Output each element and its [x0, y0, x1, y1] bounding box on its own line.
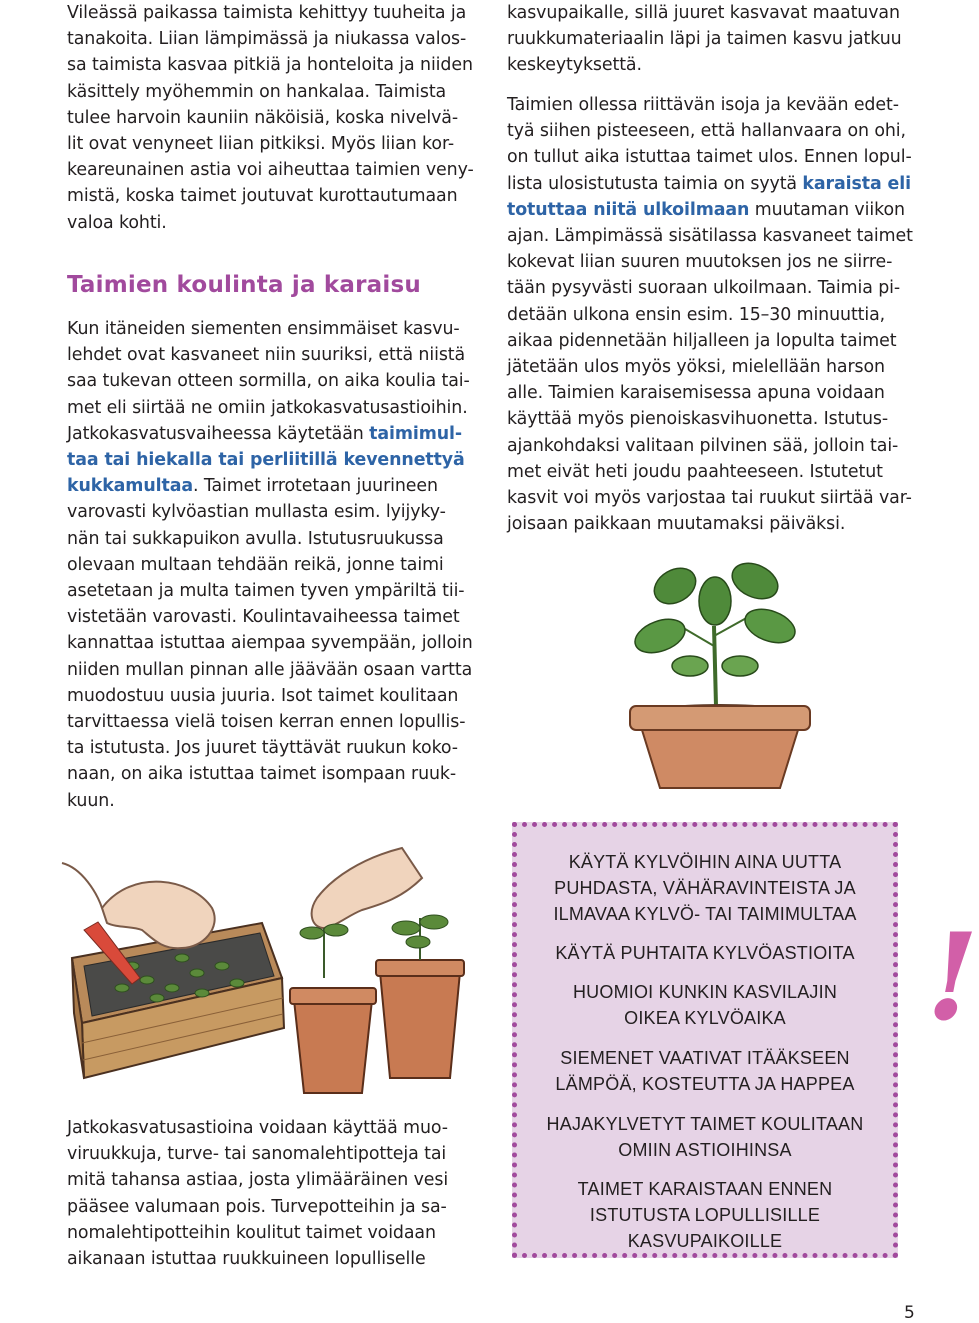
- highlighted-text: kukkamultaa: [67, 476, 193, 497]
- text-segment: ajan. Lämpimässä sisätilassa kasvaneet taimet: [507, 226, 913, 247]
- line: [507, 144, 919, 170]
- line: [67, 499, 479, 525]
- line: [507, 511, 919, 537]
- tip-line: KASVUPAIKOILLE: [627, 1231, 783, 1251]
- text-segment: kannattaa istuttaa aiempaa syvempään, jolloin: [67, 633, 473, 654]
- text-segment: nän tai sukkapuikon avulla. Istutusruukussa: [67, 528, 444, 549]
- tip-item: [517, 979, 893, 1031]
- line: keskeytyksettä.: [507, 55, 642, 76]
- line: [507, 223, 919, 249]
- tip-line: PUHDASTA, VÄHÄRAVINTEISTA JA: [554, 878, 856, 898]
- text-segment: alle. Taimien karaisemisessa apuna voidaan: [507, 383, 885, 404]
- text-segment: naan, on aika istuttaa taimet isompaan ruuk-: [67, 764, 457, 785]
- line: [507, 302, 919, 328]
- leaf: [672, 656, 708, 676]
- highlighted-text: taa tai hiekalla tai perliitillä kevennettyä: [67, 450, 465, 471]
- line: [507, 328, 919, 354]
- leaf: [726, 556, 783, 605]
- line: tulee harvoin kauniin näköisiä, koska nivelvä-: [67, 107, 459, 128]
- line: [67, 526, 479, 552]
- text-segment: kasvit voi myös varjostaa tai ruukut siirtää var-: [507, 488, 912, 509]
- text-segment: jätetään ulos myös yöksi, mielellään harson: [507, 357, 885, 378]
- text-segment: on tullut aika istuttaa taimet ulos. Ennen lopul-: [507, 147, 912, 168]
- line: [67, 368, 479, 394]
- text-segment: lehdet ovat kasvaneet niin suuriksi, että niistä: [67, 345, 466, 366]
- left-intro-text: [67, 0, 479, 236]
- leaf: [740, 603, 799, 649]
- line: [507, 171, 919, 197]
- exclamation-mark: !: [926, 907, 979, 1048]
- line: [67, 788, 479, 814]
- tip-line: OMIIN ASTIOIHINSA: [618, 1140, 792, 1160]
- tip-line: KÄYTÄ KYLVÖIHIN AINA UUTTA: [568, 852, 842, 872]
- line: mistä, koska taimet joutuvat kurottautumaan: [67, 186, 458, 207]
- line: mitä tahansa astiaa, josta ylimääräinen vesi: [67, 1170, 449, 1191]
- highlighted-text: totuttaa niitä ulkoilmaan: [507, 199, 750, 220]
- right-para2: [507, 92, 919, 537]
- highlighted-text: taimimul-: [369, 423, 463, 444]
- tip-item: [517, 1045, 893, 1097]
- text-segment: aikaa pidennetään hiljalleen ja lopulta taimet: [507, 330, 897, 351]
- text-segment: ajankohdaksi valitaan pilvinen sää, jolloin tai-: [507, 435, 899, 456]
- text-segment: joisaan paikkaan muutamaksi päiväksi.: [507, 514, 846, 535]
- right-para1: [507, 0, 919, 79]
- tip-line: KÄYTÄ PUHTAITA KYLVÖASTIOITA: [555, 943, 855, 963]
- line: [507, 275, 919, 301]
- line: [67, 316, 479, 342]
- line: viruukkuja, turve- tai sanomalehtipotteja tai: [67, 1144, 447, 1165]
- text-segment: käyttää myös pienoiskasvihuonetta. Istutus-: [507, 409, 889, 430]
- text-segment: tarvittaessa vielä toisen kerran ennen lopullis-: [67, 712, 466, 733]
- small-pots: [290, 915, 464, 1093]
- line: [507, 354, 919, 380]
- right-hand: [312, 848, 422, 928]
- pot-body: [642, 730, 798, 788]
- tip-line: OIKEA KYLVÖAIKA: [624, 1008, 786, 1028]
- line: [507, 459, 919, 485]
- line: [67, 657, 479, 683]
- tip-item: [517, 849, 893, 927]
- text-segment: met eli siirtää ne omiin jatkokasvatusastioihin.: [67, 397, 468, 418]
- text-segment: . Taimet irrotetaan juurineen: [192, 476, 438, 497]
- tip-line: ILMAVAA KYLVÖ- TAI TAIMIMULTAA: [553, 904, 857, 924]
- line: [67, 761, 479, 787]
- line: [67, 342, 479, 368]
- line: [67, 630, 479, 656]
- tip-line: TAIMET KARAISTAAN ENNEN: [577, 1179, 833, 1199]
- text-segment: vistetään varovasti. Koulintavaiheessa taimet: [67, 607, 460, 628]
- tip-line: HUOMIOI KUNKIN KASVILAJIN: [572, 982, 838, 1002]
- highlighted-text: karaista eli: [802, 173, 911, 194]
- line: [507, 249, 919, 275]
- text-segment: lista ulosistutusta taimia on syytä: [507, 173, 803, 194]
- text-segment: tään pysyvästi suoraan ulkoilmaan. Taimia pi-: [507, 278, 901, 299]
- tip-line: SIEMENET VAATIVAT ITÄÄKSEEN: [560, 1048, 850, 1068]
- potted-seedling-illustration: [620, 556, 820, 796]
- line: Jatkokasvatusastioina voidaan käyttää muo-: [67, 1118, 448, 1138]
- line: [67, 473, 479, 499]
- text-segment: asetetaan ja multa taimen tyven ympäriltä tii-: [67, 581, 465, 602]
- page-number: 5: [904, 1303, 915, 1323]
- text-segment: muodostuu uusia juuria. Isot taimet koulitaan: [67, 685, 459, 706]
- line: [67, 395, 479, 421]
- line: [67, 447, 479, 473]
- text-segment: varovasti kylvöastian mullasta esim. lyijyky-: [67, 502, 446, 523]
- leaf: [648, 561, 702, 611]
- line: [67, 709, 479, 735]
- line: [507, 197, 919, 223]
- tips-box: [512, 822, 898, 1258]
- text-segment: kokevat liian suuren muutoksen jos ne siirre-: [507, 252, 893, 273]
- text-segment: ta istutusta. Jos juuret täyttävät ruukun koko-: [67, 738, 458, 759]
- leaf: [630, 613, 689, 659]
- line: [67, 735, 479, 761]
- section-heading: Taimien koulinta ja karaisu: [67, 272, 421, 298]
- line: nomalehtipotteihin koulitut taimet voidaan: [67, 1222, 436, 1243]
- tip-item: [517, 1176, 893, 1254]
- line: [507, 380, 919, 406]
- line: lit ovat venyneet liian pitkiksi. Myös liian kor-: [67, 134, 455, 155]
- pot-rim: [630, 706, 810, 730]
- tip-item: [517, 940, 893, 966]
- line: [67, 683, 479, 709]
- text-segment: met eivät heti joudu paahteeseen. Istutetut: [507, 461, 883, 482]
- line: [67, 578, 479, 604]
- text-segment: Jatkokasvatusvaiheessa käytetään: [67, 423, 370, 444]
- text-segment: kuun.: [67, 790, 115, 811]
- tip-item: [517, 1111, 893, 1163]
- tip-line: HAJAKYLVETYT TAIMET KOULITAAN: [546, 1114, 864, 1134]
- text-segment: tyä siihen pisteeseen, että hallanvaara on ohi,: [507, 121, 906, 142]
- left-hand: [102, 882, 215, 949]
- leaf: [699, 577, 731, 625]
- left-caption-text: [67, 1115, 479, 1272]
- text-segment: niiden mullan pinnan alle jäävään osaan vartta: [67, 659, 473, 680]
- line: [67, 421, 479, 447]
- left-body-text: [67, 316, 479, 814]
- line: [67, 552, 479, 578]
- text-segment: Kun itäneiden siementen ensimmäiset kasvu-: [67, 319, 460, 339]
- line: ruukkumateriaalin läpi ja taimen kasvu jatkuu: [507, 29, 902, 50]
- text-segment: olevaan multaan tehdään reikä, jonne taimi: [67, 554, 444, 575]
- text-segment: saa tukevan otteen sormilla, on aika koulia tai-: [67, 371, 470, 392]
- line: [507, 433, 919, 459]
- line: [507, 92, 919, 118]
- text-segment: Taimien ollessa riittävän isoja ja kevään edet-: [507, 95, 899, 115]
- text-segment: muutaman viikon: [749, 199, 905, 220]
- leaf: [722, 656, 758, 676]
- line: [507, 485, 919, 511]
- transplanting-illustration: [62, 838, 482, 1100]
- tip-line: LÄMPÖÄ, KOSTEUTTA JA HAPPEA: [555, 1074, 855, 1094]
- line: sa taimista kasvaa pitkiä ja honteloita ja niiden: [67, 55, 473, 76]
- line: [507, 406, 919, 432]
- line: [67, 604, 479, 630]
- line: valoa kohti.: [67, 212, 167, 233]
- line: tanakoita. Liian lämpimässä ja niukassa valos-: [67, 29, 467, 50]
- line: kasvupaikalle, sillä juuret kasvavat maatuvan: [507, 3, 900, 23]
- text-segment: detään ulkona ensin esim. 15–30 minuuttia,: [507, 304, 886, 325]
- line: käsittely myöhemmin on hankalaa. Taimista: [67, 81, 447, 102]
- tip-line: ISTUTUSTA LOPULLISILLE: [589, 1205, 821, 1225]
- line: aikanaan istuttaa ruukkuineen lopulliselle: [67, 1249, 426, 1270]
- line: keareunainen astia voi aiheuttaa taimien veny-: [67, 160, 474, 181]
- line: Vilеässä paikassa taimista kehittyy tuuheita ja: [67, 3, 467, 23]
- line: [507, 118, 919, 144]
- line: pääsee valumaan pois. Turvepotteihin ja sa-: [67, 1196, 447, 1217]
